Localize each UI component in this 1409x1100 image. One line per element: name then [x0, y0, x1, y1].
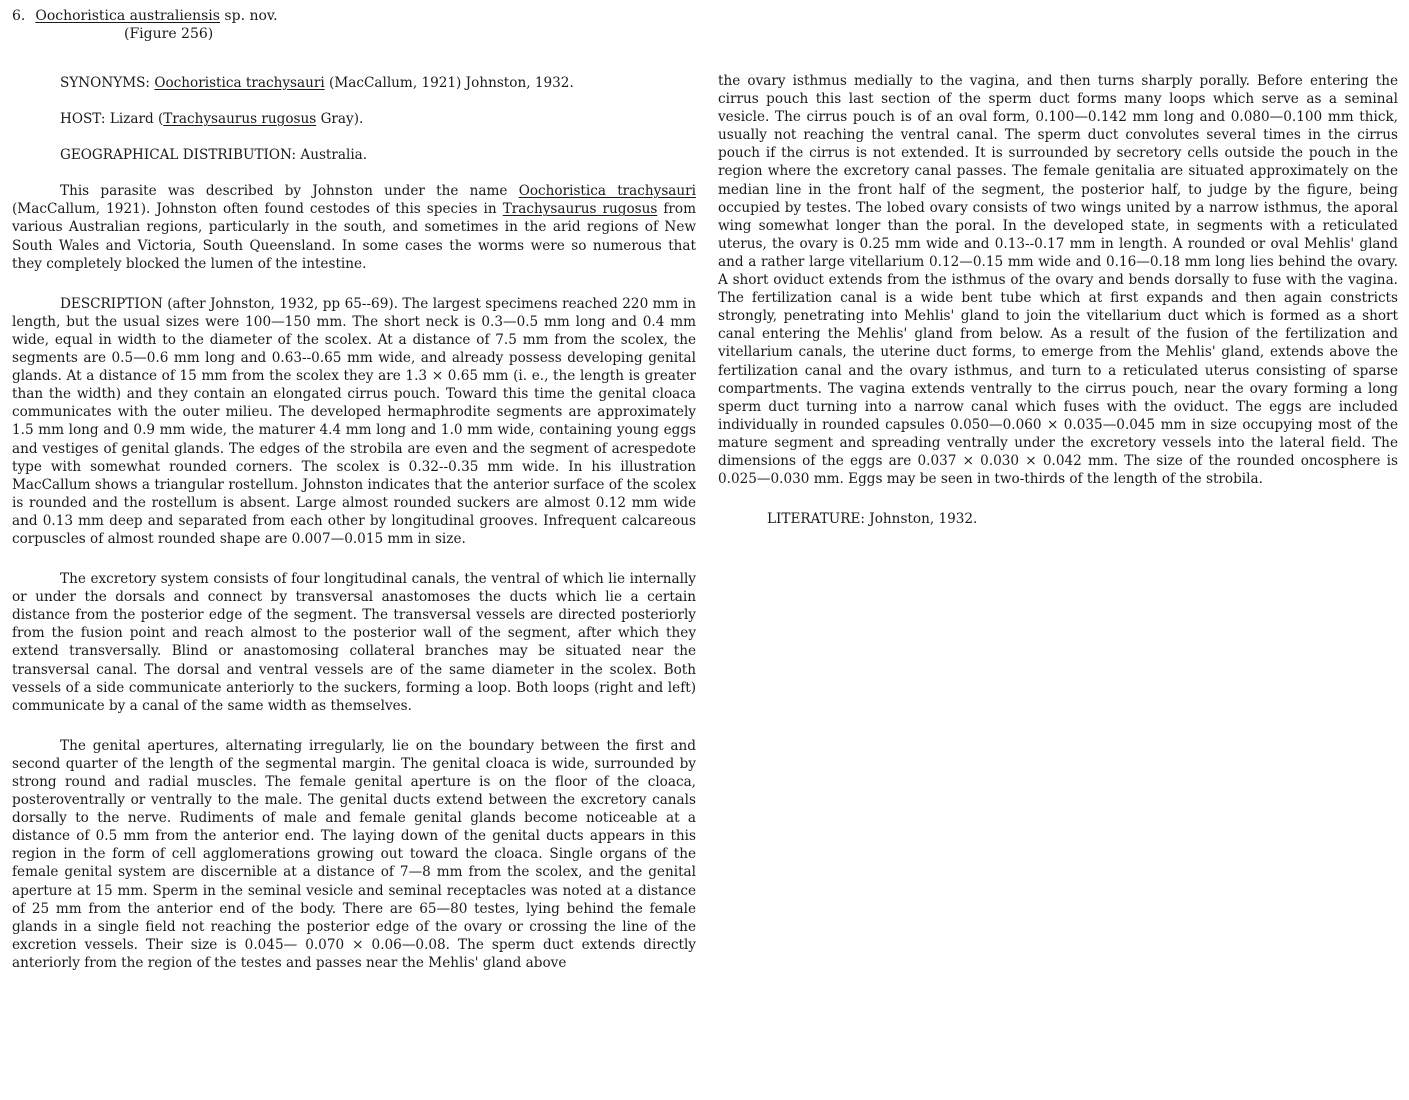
- intro-paragraph: [12, 182, 696, 272]
- intro-text-1: This parasite was described by Johnston under the name: [60, 183, 519, 200]
- host-line: [12, 110, 696, 128]
- figure-reference: (Figure 256): [124, 26, 214, 42]
- synonym-name: Oochoristica trachysauri: [154, 75, 325, 91]
- species-title: Oochoristica australiensis: [35, 8, 220, 24]
- host-name: Trachysaurus rugosus: [163, 111, 317, 128]
- intro-species-2: Trachysaurus rugosus: [502, 201, 658, 218]
- distribution-line: [12, 146, 696, 164]
- host-post: Gray).: [320, 111, 364, 128]
- section-heading: [12, 8, 278, 25]
- synonyms-line: [12, 74, 696, 92]
- distribution-label: GEOGRAPHICAL DISTRIBUTION:: [60, 147, 297, 164]
- continued-paragraph: the ovary isthmus medially to the vagina, and then turns sharply porally. Before entering the cirrus pouch this last section of the sperm duct forms many loops which serve as a seminal vesicle. The cirrus pouch is of an oval form, 0.100—0.142 mm long and 0.080—0.100 mm thick, usually not reaching the ventral canal. The sperm duct convolutes several times in the cirrus pouch if the cirrus is not extended. It is surrounded by secretory cells outside the pouch in the region where the excretory canal passes. The female genitalia are situated approximately on the median line in the front half of the segment, the posterior half, to judge by the figure, being occupied by testes. The lobed ovary consists of two wings united by a narrow isthmus, the aporal wing somewhat longer than the poral. In the developed state, in segments with a reticulated uterus, the ovary is 0.25 mm wide and 0.13--0.17 mm in length. A rounded or oval Mehlis' gland and a rather large vitellarium 0.12—0.15 mm wide and 0.16—0.18 mm long lies behind the ovary. A short oviduct extends from the isthmus of the ovary and bends dorsally to fuse with the vagina. The fertilization canal is a wide bent tube which at first expands and then again constricts strongly, penetrating into Mehlis' gland to join the vitellarium duct which is formed as a short canal entering the Mehlis' gland from below. As a result of the fusion of the fertilization and vitellarium canals, the uterine duct forms, to emerge from the Mehlis' gland, extends above the fertilization canal and the ovary isthmus, and turn to a reticulated uterus consisting of sparse compartments. The vagina extends ventrally to the cirrus pouch, near the ovary forming a long sperm duct turning into a narrow canal which fuses with the oviduct. The eggs are included individually in rounded capsules 0.050—0.060 × 0.035—0.045 mm in size occupying most of the mature segment and spreading ventrally under the excretory vessels into the lateral field. The dimensions of the eggs are 0.037 × 0.030 × 0.042 mm. The size of the rounded oncosphere is 0.025—0.030 mm. Eggs may be seen in two-thirds of the length of the strobila.: [718, 73, 1398, 488]
- description-paragraph: DESCRIPTION (after Johnston, 1932, pp 65--69). The largest specimens reached 220 mm in length, but the usual sizes were 100—150 mm. The short neck is 0.3—0.5 mm long and 0.4 mm wide, equal in width to the diameter of the scolex. At a distance of 7.5 mm from the scolex, the segments are 0.5—0.6 mm long and 0.63--0.65 mm wide, and already possess developing genital glands. At a distance of 15 mm from the scolex they are 1.3 × 0.65 mm (i. e., the length is greater than the width) and they contain an elongated cirrus pouch. Toward this time the genital cloaca communicates with the outer milieu. The developed hermaphrodite segments are approximately 1.5 mm long and 0.9 mm wide, the maturer 4.4 mm long and 1.0 mm wide, containing young eggs and vestiges of genital glands. The edges of the strobila are even and the segment of acrespedote type with somewhat rounded corners. The scolex is 0.32--0.35 mm wide. In his illustration MacCallum shows a triangular rostellum. Johnston indicates that the anterior surface of the scolex is rounded and the rostellum is absent. Large almost rounded suckers are almost 0.12 mm wide and 0.13 mm deep and separated from each other by longitudinal grooves. Infrequent calcareous corpuscles of almost rounded shape are 0.007—0.015 mm in size.: [12, 295, 696, 547]
- distribution-value: Australia.: [300, 147, 368, 164]
- section-number: 6.: [12, 8, 26, 24]
- excretory-paragraph: The excretory system consists of four longitudinal canals, the ventral of which lie internally or under the dorsals and connect by transversal anastomoses the ducts which lie a certain distance from the posterior edge of the segment. The transversal vessels are directed posteriorly from the fusion point and reach almost to the posterior wall of the segment, after which they extend transversally. Blind or anastomosing collateral branches may be situated near the transversal canal. The dorsal and ventral vessels are of the same diameter in the scolex. Both vessels of a side communicate anteriorly to the suckers, forming a loop. Both loops (right and left) communicate by a canal of the same width as themselves.: [12, 571, 696, 714]
- left-column: [12, 74, 696, 972]
- title-suffix: sp. nov.: [224, 8, 278, 24]
- genital-paragraph: The genital apertures, alternating irregularly, lie on the boundary between the first and second quarter of the length of the segmental margin. The genital cloaca is wide, surrounded by strong round and radial muscles. The female genital aperture is on the floor of the cloaca, posteroventrally or ventrally to the male. The genital ducts extend between the excretory canals dorsally to the nerve. Rudiments of male and female genital glands become noticeable at a distance of 0.5 mm from the anterior end. The laying down of the genital ducts appears in this region in the form of cell agglomerations growing out toward the cloaca. Single organs of the female genital system are discernible at a distance of 7—8 mm from the scolex, and the genital aperture at 15 mm. Sperm in the seminal vesicle and seminal receptacles was noted at a distance of 25 mm from the anterior end of the body. There are 65—80 testes, lying behind the female glands in a single field not reaching the posterior edge of the ovary or crossing the line of the excretion vessels. Their size is 0.045— 0.070 × 0.06—0.08. The sperm duct extends directly anteriorly from the region of the testes and passes near the Mehlis' gland above: [12, 737, 696, 971]
- right-column: [718, 72, 1398, 528]
- synonym-authority: (MacCallum, 1921) Johnston, 1932.: [329, 75, 574, 91]
- intro-species-1: Oochoristica trachysauri: [518, 183, 696, 200]
- literature-label: LITERATURE:: [767, 511, 865, 528]
- literature-value: Johnston, 1932.: [869, 511, 978, 528]
- intro-text-3: from various Australian regions, particularly in the south, and sometimes in the arid regions of New South Wales and Victoria, South Queensland. In some cases the worms were so numerous that they completely blocked the lumen of the intestine.: [12, 201, 696, 272]
- host-pre: Lizard (: [109, 111, 164, 128]
- synonyms-label: SYNONYMS:: [60, 75, 151, 91]
- literature-line: [718, 510, 1398, 528]
- intro-text-2: (MacCallum, 1921). Johnston often found cestodes of this species in: [12, 201, 503, 218]
- host-label: HOST:: [60, 111, 106, 128]
